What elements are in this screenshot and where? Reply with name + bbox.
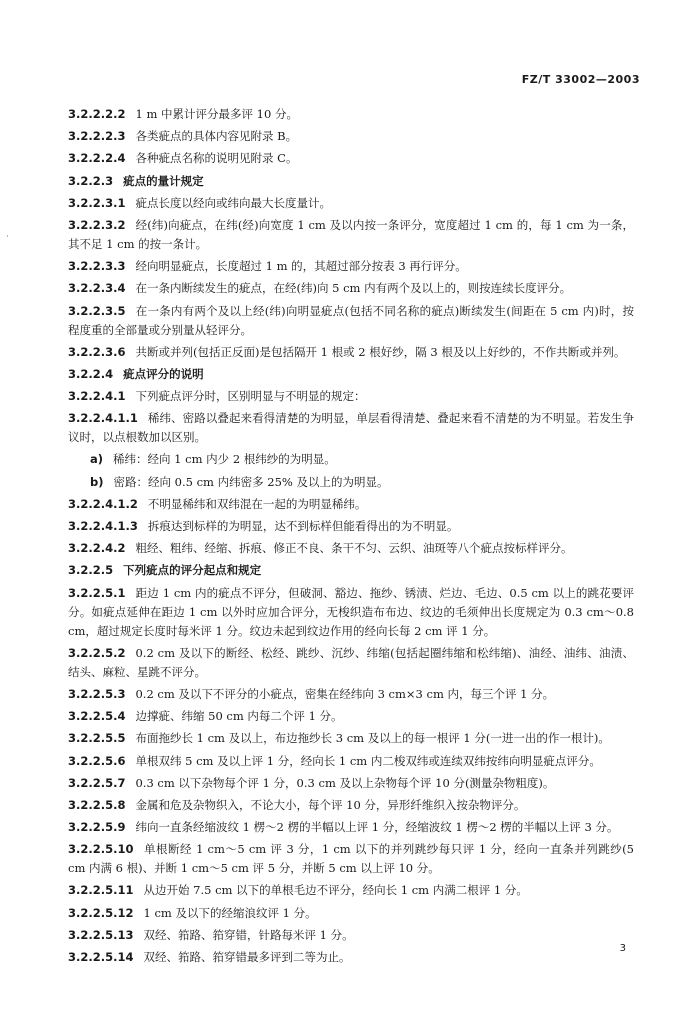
clause-number: 3.2.2.5.9 — [68, 820, 126, 835]
clause-text: 各类疵点的具体内容见附录 B。 — [135, 129, 298, 144]
clause-paragraph — [68, 302, 634, 340]
clause-paragraph — [68, 279, 634, 298]
clause-paragraph — [68, 495, 634, 514]
document-body — [68, 105, 634, 970]
clause-number: a) — [90, 452, 104, 467]
clause-number: 3.2.2.5.7 — [68, 775, 126, 790]
clause-text: 疵点评分的说明 — [123, 366, 204, 381]
clause-text: 拆痕达到标样的为明显，达不到标样但能看得出的为不明显。 — [147, 519, 459, 533]
clause-paragraph — [68, 752, 634, 771]
clause-number: 3.2.2.5.3 — [68, 686, 126, 701]
clause-paragraph — [68, 729, 634, 748]
clause-paragraph — [68, 818, 634, 837]
clause-text: 1 m 中累计评分最多评 10 分。 — [135, 107, 298, 121]
section-heading — [68, 365, 634, 384]
clause-text: 单根双纬 5 cm 及以上评 1 分，经向长 1 cm 内二梭双纬或连续双纬按纬向明显疵点评分。 — [135, 753, 601, 768]
clause-paragraph — [68, 584, 634, 641]
clause-text: 共断或并列(包括正反面)是包括隔开 1 根或 2 根好纱，隔 3 根及以上好纱的，不作共断或并列。 — [135, 344, 626, 359]
clause-text: 疵点的量计规定 — [123, 173, 204, 188]
clause-number: 3.2.2.4 — [68, 366, 114, 381]
clause-paragraph — [68, 473, 634, 492]
clause-number: 3.2.2.5.12 — [68, 905, 134, 920]
clause-number: b) — [90, 474, 104, 489]
clause-text: 稀纬：经向 1 cm 内少 2 根纬纱的为明显。 — [113, 452, 336, 467]
clause-paragraph — [68, 343, 634, 362]
clause-text: 距边 1 cm 内的疵点不评分，但破洞、豁边、拖纱、锈渍、烂边、毛边、0.5 cm 以上的跳花要评分。如疵点延伸在距边 1 cm 以外时应加合评分，无梭织造布布边、纹边的毛须伸出长度规定为 0.3 cm～0.8 cm，超过规定长度时每米评 1 分。纹边未起到纹边作用的经向长每 2 cm 评 1 分。 — [68, 585, 634, 638]
clause-number: 3.2.2.5.2 — [68, 645, 126, 660]
clause-number: 3.2.2.2.4 — [68, 151, 126, 166]
clause-number: 3.2.2.5.10 — [68, 842, 134, 857]
clause-paragraph — [68, 881, 634, 900]
clause-number: 3.2.2.4.1.3 — [68, 519, 138, 533]
clause-number: 3.2.2.5.4 — [68, 709, 126, 724]
clause-paragraph — [68, 774, 634, 793]
clause-paragraph — [68, 707, 634, 726]
clause-text: 1 cm 及以下的经缩浪纹评 1 分。 — [143, 905, 317, 920]
clause-number: 3.2.2.5.13 — [68, 927, 134, 942]
clause-text: 边撑疵、纬缩 50 cm 内每二个评 1 分。 — [135, 709, 343, 724]
clause-text: 布面拖纱长 1 cm 及以上，布边拖纱长 3 cm 及以上的每一根评 1 分(一进一出的作一根计)。 — [135, 731, 610, 746]
clause-number: 3.2.2.2.3 — [68, 129, 126, 144]
clause-text: 下列疵点评分时，区别明显与不明显的规定： — [135, 389, 366, 404]
clause-paragraph — [68, 149, 634, 168]
clause-number: 3.2.2.5.6 — [68, 753, 126, 768]
clause-paragraph — [68, 926, 634, 945]
clause-paragraph — [68, 257, 634, 276]
clause-paragraph — [68, 948, 634, 967]
clause-text: 0.3 cm 以下杂物每个评 1 分，0.3 cm 及以上杂物每个评 10 分(测量杂物粗度)。 — [135, 775, 555, 790]
clause-paragraph — [68, 644, 634, 682]
section-heading — [68, 172, 634, 191]
section-heading — [68, 561, 634, 580]
clause-number: 3.2.2.3 — [68, 173, 114, 188]
clause-number: 3.2.2.4.1.1 — [68, 411, 138, 426]
clause-text: 粗经、粗纬、经缩、拆痕、修正不良、条干不匀、云织、油斑等八个疵点按标样评分。 — [135, 541, 573, 556]
clause-number: 3.2.2.5.5 — [68, 731, 126, 746]
clause-number: 3.2.2.2.2 — [68, 107, 126, 121]
clause-text: 金属和危及杂物织入，不论大小，每个评 10 分，异形纤维织入按杂物评分。 — [135, 797, 526, 812]
clause-number: 3.2.2.5.11 — [68, 883, 134, 898]
clause-number: 3.2.2.5.8 — [68, 797, 126, 812]
clause-number: 3.2.2.4.1 — [68, 389, 126, 404]
clause-paragraph — [68, 685, 634, 704]
clause-text: 密路：经向 0.5 cm 内纬密多 25% 及以上的为明显。 — [113, 474, 389, 489]
clause-paragraph — [68, 105, 634, 124]
clause-paragraph — [68, 539, 634, 558]
standard-code-header: FZ/T 33002—2003 — [521, 73, 640, 86]
clause-text: 纬向一直条经缩波纹 1 楞～2 楞的半幅以上评 1 分，经缩波纹 1 楞～2 楞的半幅以上评 3 分。 — [135, 820, 619, 835]
margin-mark: · — [6, 232, 9, 242]
clause-paragraph — [68, 450, 634, 469]
clause-number: 3.2.2.3.6 — [68, 344, 126, 359]
clause-paragraph — [68, 904, 634, 923]
clause-number: 3.2.2.5.14 — [68, 950, 134, 964]
clause-number: 3.2.2.3.2 — [68, 217, 126, 232]
clause-paragraph — [68, 194, 634, 213]
clause-number: 3.2.2.4.1.2 — [68, 496, 138, 511]
clause-paragraph — [68, 840, 634, 878]
clause-text: 稀纬、密路以叠起来看得清楚的为明显，单层看得清楚、叠起来看不清楚的为不明显。若发生争议时，以点根数加以区别。 — [68, 411, 634, 445]
clause-text: 双经、筘路、筘穿错最多评到二等为止。 — [143, 950, 351, 964]
clause-number: 3.2.2.4.2 — [68, 541, 126, 556]
clause-text: 在一条内有两个及以上经(纬)向明显疵点(包括不同名称的疵点)断续发生(间距在 5 cm 内)时，按程度重的全部量或分别量从轻评分。 — [68, 303, 634, 337]
clause-number: 3.2.2.3.3 — [68, 259, 126, 274]
clause-paragraph — [68, 387, 634, 406]
clause-paragraph — [68, 796, 634, 815]
clause-number: 3.2.2.3.1 — [68, 195, 126, 210]
clause-text: 0.2 cm 及以下的断经、松经、跳纱、沉纱、纬缩(包括起圈纬缩和松纬缩)、油经、油纬、油渍、结头、麻粒、星跳不评分。 — [68, 645, 634, 679]
clause-text: 单根断经 1 cm～5 cm 评 3 分，1 cm 以下的并列跳纱每只评 1 分，经向一直条并列跳纱(5 cm 内满 6 根)、并断 1 cm～5 cm 评 5 分，并断 5 cm 以上评 10 分。 — [68, 842, 634, 876]
page-number: 3 — [619, 943, 626, 954]
clause-text: 0.2 cm 及以下不评分的小疵点，密集在经纬向 3 cm×3 cm 内，每三个评 1 分。 — [135, 686, 555, 701]
clause-paragraph — [68, 517, 634, 536]
clause-number: 3.2.2.5 — [68, 563, 114, 578]
clause-text: 下列疵点的评分起点和规定 — [123, 563, 262, 578]
clause-text: 经(纬)向疵点，在纬(经)向宽度 1 cm 及以内按一条评分，宽度超过 1 cm 的，每 1 cm 为一条，其不足 1 cm 的按一条计。 — [68, 217, 634, 251]
clause-text: 双经、筘路、筘穿错，针路每米评 1 分。 — [143, 927, 354, 942]
clause-text: 从边开始 7.5 cm 以下的单根毛边不评分，经向长 1 cm 内满二根评 1 分。 — [143, 883, 528, 898]
clause-paragraph — [68, 216, 634, 254]
clause-paragraph — [68, 409, 634, 447]
clause-number: 3.2.2.5.1 — [68, 585, 126, 600]
clause-text: 疵点长度以经向或纬向最大长度量计。 — [135, 195, 331, 210]
clause-text: 在一条内断续发生的疵点，在经(纬)向 5 cm 内有两个及以上的，则按连续长度评分。 — [135, 281, 572, 296]
clause-text: 不明显稀纬和双纬混在一起的为明显稀纬。 — [147, 496, 367, 511]
clause-text: 各种疵点名称的说明见附录 C。 — [135, 151, 298, 166]
clause-text: 经向明显疵点，长度超过 1 m 的，其超过部分按表 3 再行评分。 — [135, 259, 467, 274]
clause-paragraph — [68, 127, 634, 146]
clause-number: 3.2.2.3.5 — [68, 303, 126, 318]
clause-number: 3.2.2.3.4 — [68, 281, 126, 296]
